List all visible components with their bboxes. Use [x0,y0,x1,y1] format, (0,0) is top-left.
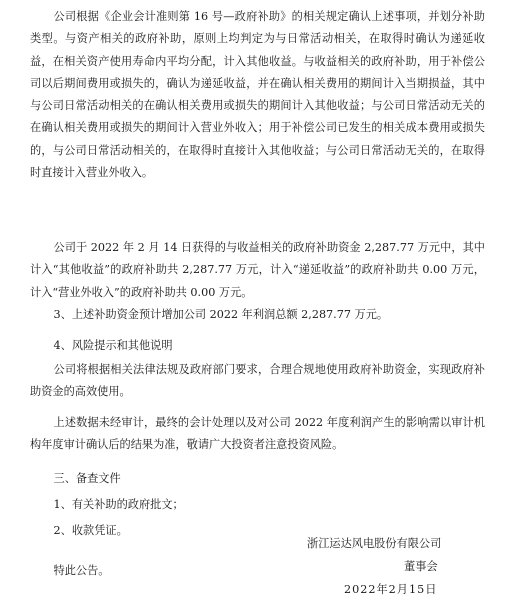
signature-company: 浙江运达风电股份有限公司 [307,537,442,550]
paragraph-profit-impact: 3、上述补助资金预计增加公司 2022 年利润总额 2,287.77 万元。 [53,308,389,321]
signature-date: 2022年2月15日 [344,583,438,596]
paragraph-grant-allocation: 公司于 2022 年 2 月 14 日获得的与收益相关的政府补助资金 2,287.77 万元中，其中计入“其他收益”的政府补助共 2,287.77 万元，计入“递延收益”的政府补助共 0.00 万元，计入“营业外收入”的政府补助共 0.00 万元。 [30,241,485,299]
closing-statement: 特此公告。 [53,564,110,577]
section-heading-risk: 4、风险提示和其他说明 [53,339,173,352]
paragraph-audit-notice: 上述数据未经审计，最终的会计处理以及对公司 2022 年度利润产生的影响需以审计机构年度审计确认后的结果为准，敬请广大投资者注意投资风险。 [30,416,485,452]
reference-doc-item-2: 2、收款凭证。 [53,524,128,537]
section-heading-reference-docs: 三、备查文件 [53,472,121,485]
paragraph-accounting-policy: 公司根据《企业会计准则第 16 号—政府补助》的相关规定确认上述事项，并划分补助类型。与资产相关的政府补助，原则上均判定为与日常活动相关，在取得时确认为递延收益，在相关资产使用寿命内平均分配，计入其他收益。与收益相关的政府补助，用于补偿公司以后期间费用或损失的，确认为递延收益，并在确认相关费用的期间计入当期损益，其中与公司日常活动相关的在确认相关费用或损失的期间计入其他收益；与公司日常活动无关的在确认相关费用或损失的期间计入营业外收入；用于补偿公司已发生的相关成本费用或损失的，与公司日常活动相关的，在取得时直接计入其他收益；与公司日常活动无关的，在取得时直接计入营业外收入。 [30,10,485,180]
paragraph-compliance: 公司将根据相关法律法规及政府部门要求，合理合规地使用政府补助资金，实现政府补助资金的高效使用。 [30,363,485,399]
signature-board: 董事会 [404,560,438,573]
reference-doc-item-1: 1、有关补助的政府批文； [53,498,184,511]
